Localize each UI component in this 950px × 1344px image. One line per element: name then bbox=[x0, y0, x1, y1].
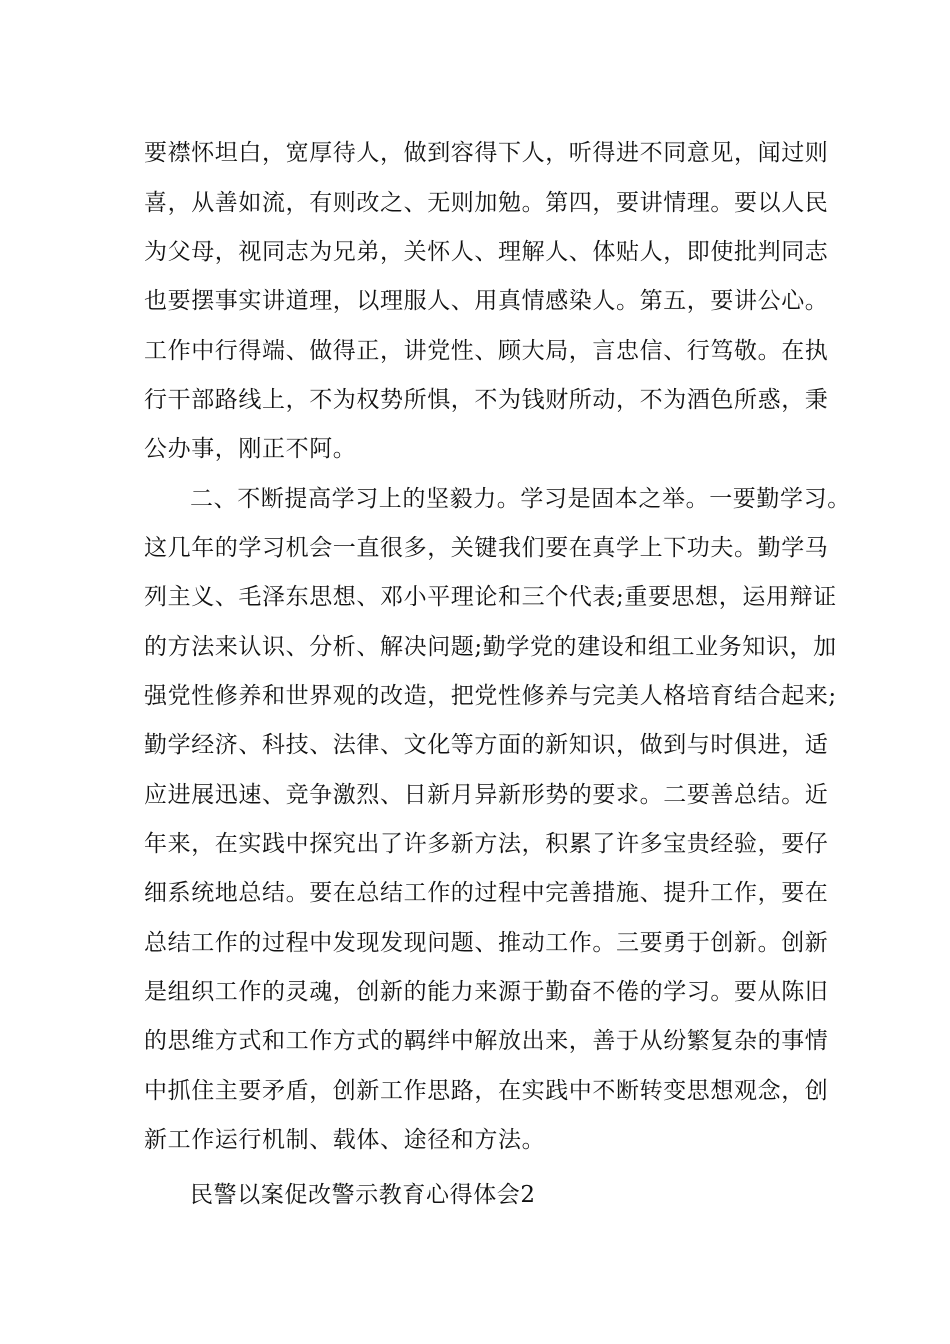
text-line: 新工作运行机制、载体、途径和方法。 bbox=[144, 1127, 546, 1153]
text-line: 年来，在实践中探究出了许多新方法，积累了许多宝贵经验，要仔 bbox=[144, 831, 829, 857]
text-line: 也要摆事实讲道理，以理服人、用真情感染人。第五，要讲公心。 bbox=[144, 288, 829, 314]
text-line: 为父母，视同志为兄弟，关怀人、理解人、体贴人，即使批判同志 bbox=[144, 239, 829, 265]
text-line: 喜，从善如流，有则改之、无则加勉。第四，要讲情理。要以人民 bbox=[144, 190, 829, 216]
text-line: 强党性修养和世界观的改造，把党性修养与完美人格培育结合起来; bbox=[144, 683, 837, 709]
text-line: 勤学经济、科技、法律、文化等方面的新知识，做到与时俱进，适 bbox=[144, 732, 829, 758]
text-line: 这几年的学习机会一直很多，关键我们要在真学上下功夫。勤学马 bbox=[144, 535, 829, 561]
text-line: 的方法来认识、分析、解决问题;勤学党的建设和组工业务知识，加 bbox=[144, 634, 837, 660]
text-line: 列主义、毛泽东思想、邓小平理论和三个代表;重要思想，运用辩证 bbox=[144, 584, 837, 610]
paragraph-start-line: 二、不断提高学习上的坚毅力。学习是固本之举。一要勤学习。 bbox=[190, 486, 851, 512]
text-line: 要襟怀坦白，宽厚待人，做到容得下人，听得进不同意见，闻过则 bbox=[144, 140, 829, 166]
text-line: 应进展迅速、竞争激烈、日新月异新形势的要求。二要善总结。近 bbox=[144, 782, 829, 808]
section-heading: 民警以案促改警示教育心得体会2 bbox=[190, 1182, 536, 1208]
text-line: 总结工作的过程中发现发现问题、推动工作。三要勇于创新。创新 bbox=[144, 930, 829, 956]
text-line: 公办事，刚正不阿。 bbox=[144, 436, 357, 462]
text-line: 工作中行得端、做得正，讲党性、顾大局，言忠信、行笃敬。在执 bbox=[144, 338, 829, 364]
text-line: 是组织工作的灵魂，创新的能力来源于勤奋不倦的学习。要从陈旧 bbox=[144, 979, 829, 1005]
text-line: 中抓住主要矛盾，创新工作思路，在实践中不断转变思想观念，创 bbox=[144, 1078, 829, 1104]
text-line: 行干部路线上，不为权势所惧，不为钱财所动，不为酒色所惑，秉 bbox=[144, 387, 829, 413]
text-line: 的思维方式和工作方式的羁绊中解放出来，善于从纷繁复杂的事情 bbox=[144, 1028, 829, 1054]
text-line: 细系统地总结。要在总结工作的过程中完善措施、提升工作，要在 bbox=[144, 880, 829, 906]
